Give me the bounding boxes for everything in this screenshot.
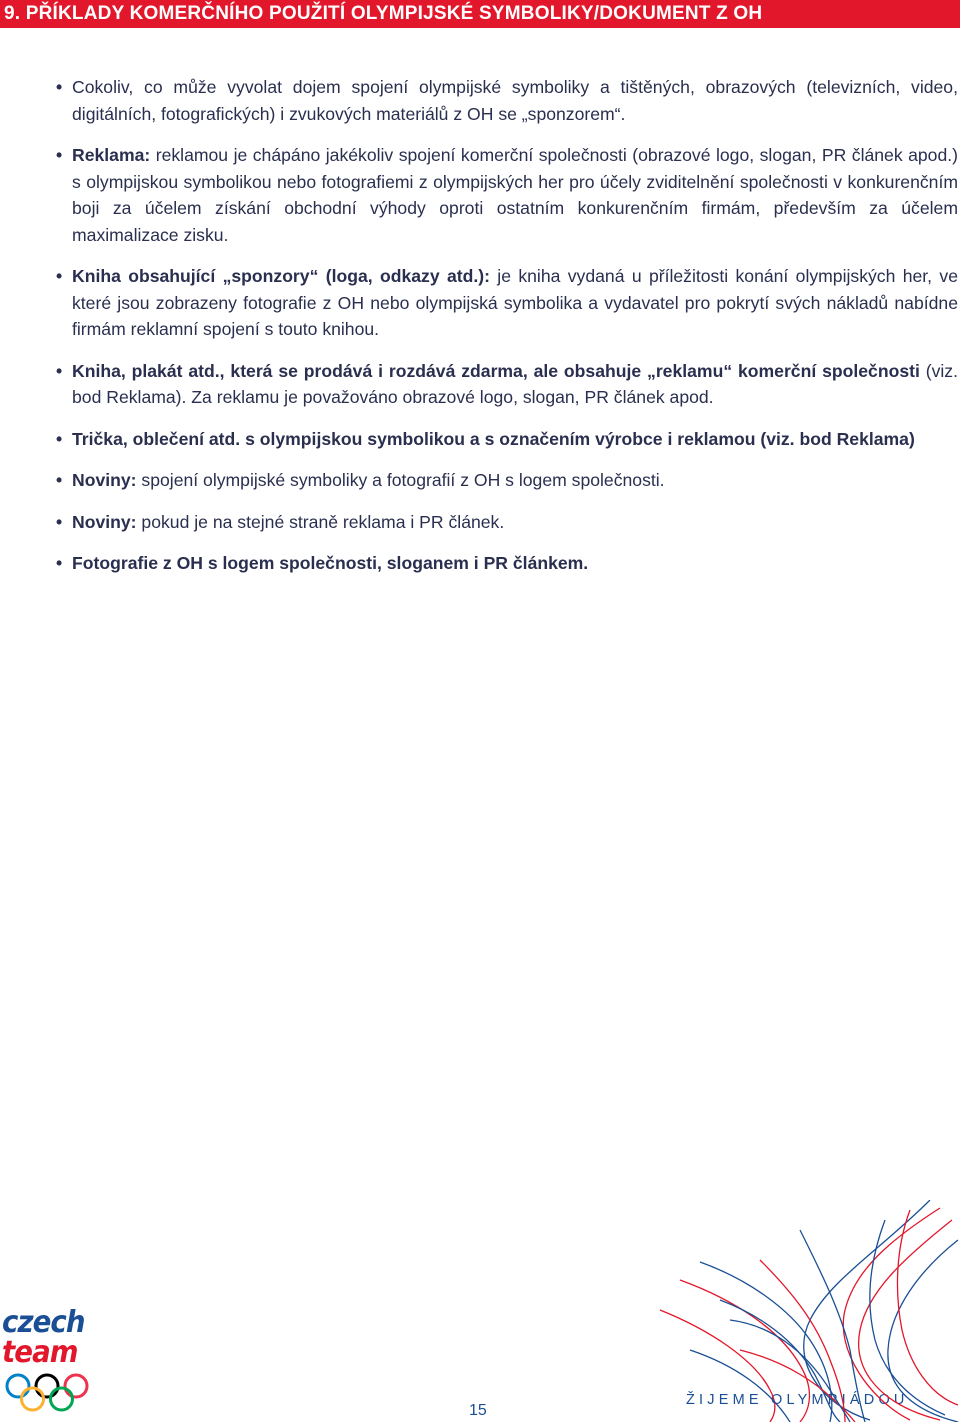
page-title: 9. PŘÍKLADY KOMERČNÍHO POUŽITÍ OLYMPIJSKÉ SYMBOLIKY/DOKUMENT Z OH: [4, 3, 763, 24]
item-text: reklamou je chápáno jakékoliv spojení komerční společnosti (obrazové logo, slogan, PR článek apod.) s olympijskou symbolikou nebo fotografiemi z olympijských her pro účely zviditelnění společnosti v konkurenčním boji za účelem získání obchodní výhody oproti ostatním konkurenčním firmám, především za účelem maximalizace zisku.: [72, 145, 958, 245]
olympic-rings-icon: [4, 1372, 90, 1414]
bullet-icon: •: [56, 77, 63, 97]
bullet-icon: •: [56, 511, 63, 532]
list-item-7: [56, 509, 958, 536]
item-lead: Noviny:: [72, 470, 137, 490]
logo-word-czech: czech: [2, 1305, 85, 1340]
bullet-icon: •: [56, 470, 63, 490]
bullet-icon: •: [56, 360, 63, 381]
czech-team-logo: [0, 1306, 92, 1416]
item-text: pokud je na stejné straně reklama i PR článek.: [136, 511, 505, 532]
list-item-8: [56, 550, 958, 577]
logo-word-team: team: [2, 1335, 78, 1370]
bullet-icon: •: [56, 266, 63, 286]
list-item-4: [56, 358, 958, 411]
list-item-2: [56, 142, 958, 248]
item-lead: Noviny:: [72, 511, 137, 532]
slogan: ŽIJEME OLYMPIÁDOU: [686, 1392, 909, 1408]
bullet-icon: •: [56, 428, 63, 449]
item-lead: Kniha obsahující „sponzory“ (loga, odkazy atd.):: [72, 266, 490, 286]
bullet-list: [56, 74, 958, 592]
list-item-6: [56, 467, 958, 494]
item-text: je kniha vydaná u příležitosti konání olympijských her, ve které jsou zobrazeny fotografie z OH nebo olympijská symbolika a vydavatel pro pokrytí svých nákladů nabídne firmám reklamní spojení s touto knihou.: [72, 266, 958, 339]
item-lead: Fotografie z OH s logem společnosti, sloganem i PR článkem.: [72, 553, 589, 573]
list-item-1: [56, 74, 958, 127]
page-number: 15: [469, 1402, 487, 1419]
item-lead: Trička, oblečení atd. s olympijskou symbolikou a s označením výrobce i reklamou (viz. bod Reklama): [72, 428, 915, 449]
bullet-icon: •: [56, 553, 63, 573]
butterfly-lines-graphic: [640, 1200, 960, 1422]
header-bar: [0, 0, 960, 28]
item-text: (viz. bod Reklama). Za reklamu je považováno obrazové logo, slogan, PR článek apod.: [72, 360, 958, 407]
list-item-5: [56, 426, 958, 453]
bullet-icon: •: [56, 145, 63, 165]
item-lead: Reklama:: [72, 145, 151, 165]
list-item-3: [56, 263, 958, 343]
item-text: Cokoliv, co může vyvolat dojem spojení olympijské symboliky a tištěných, obrazových (televizních, video, digitálních, fotografických) i zvukových materiálů z OH se „sponzorem“.: [72, 77, 958, 124]
item-text: spojení olympijské symboliky a fotografií z OH s logem společnosti.: [136, 470, 665, 490]
item-lead: Kniha, plakát atd., která se prodává i rozdává zdarma, ale obsahuje „reklamu“ komerční společnosti: [72, 360, 920, 381]
